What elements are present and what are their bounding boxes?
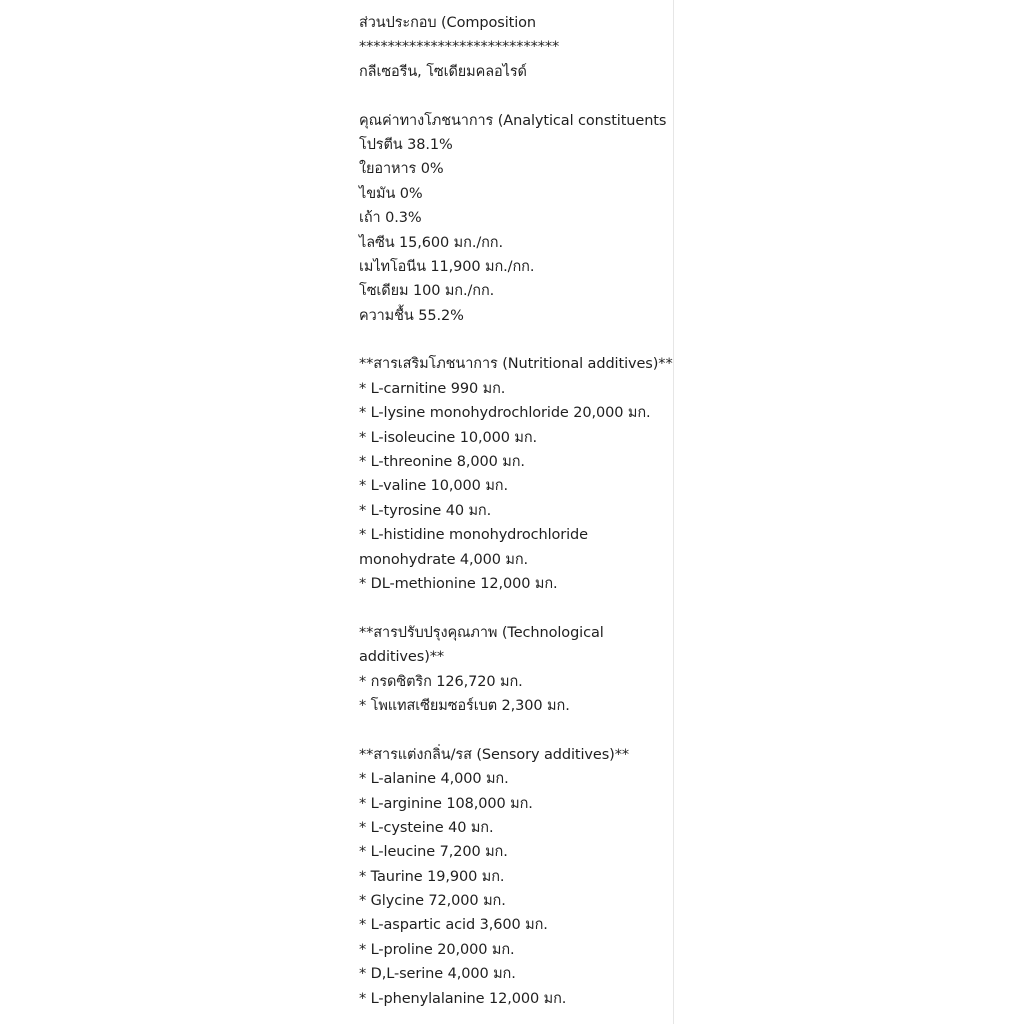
sensory-heading: **สารแต่งกลิ่น/รส (Sensory additives)**	[359, 746, 630, 763]
nutritional-item: * L-valine 10,000 มก.	[359, 478, 508, 495]
technological-heading-cont: additives)**	[359, 649, 445, 666]
nutritional-item: * L-histidine monohydrochloride	[359, 527, 588, 544]
technological-heading: **สารปรับปรุงคุณภาพ (Technological	[359, 624, 604, 641]
analytical-item: เถ้า 0.3%	[359, 210, 422, 227]
blank-line	[359, 596, 671, 620]
analytical-item: ไขมัน 0%	[359, 185, 423, 202]
analytical-heading: คุณค่าทางโภชนาการ (Analytical constituents	[359, 112, 667, 129]
analytical-item: ไลซีน 15,600 มก./กก.	[359, 234, 503, 251]
sensory-item: * L-arginine 108,000 มก.	[359, 795, 533, 812]
nutritional-item: monohydrate 4,000 มก.	[359, 551, 529, 568]
analytical-item: ความชื้น 55.2%	[359, 307, 464, 324]
composition-heading: ส่วนประกอบ (Composition	[359, 15, 536, 31]
sensory-item: * Taurine 19,900 มก.	[359, 868, 505, 885]
blank-line	[359, 718, 671, 742]
nutritional-item: * L-isoleucine 10,000 มก.	[359, 429, 538, 446]
nutritional-item: * L-threonine 8,000 มก.	[359, 454, 525, 471]
sensory-item: * Glycine 72,000 มก.	[359, 893, 506, 910]
blank-line	[359, 328, 671, 352]
nutritional-item: * L-carnitine 990 มก.	[359, 380, 506, 397]
analytical-item: เมไทโอนีน 11,900 มก./กก.	[359, 258, 535, 275]
sensory-item: * L-proline 20,000 มก.	[359, 941, 515, 958]
sensory-item: * D,L-serine 4,000 มก.	[359, 966, 516, 983]
nutritional-item: * L-lysine monohydrochloride 20,000 มก.	[359, 405, 651, 422]
sensory-item: * L-phenylalanine 12,000 มก.	[359, 990, 567, 1007]
sensory-item: * L-alanine 4,000 มก.	[359, 771, 509, 788]
analytical-item: โซเดียม 100 มก./กก.	[359, 283, 495, 300]
composition-ingredients: กลีเซอรีน, โซเดียมคลอไรด์	[359, 63, 527, 80]
nutritional-item: * DL-methionine 12,000 มก.	[359, 575, 558, 592]
sensory-item: * L-aspartic acid 3,600 มก.	[359, 917, 548, 934]
analytical-item: ใยอาหาร 0%	[359, 161, 444, 178]
blank-line	[359, 84, 671, 108]
sensory-item: * L-cysteine 40 มก.	[359, 819, 494, 836]
analytical-item: โปรตีน 38.1%	[359, 136, 453, 153]
nutritional-heading: **สารเสริมโภชนาการ (Nutritional additives)**	[359, 356, 673, 373]
page-divider	[673, 0, 674, 1024]
composition-separator: ****************************	[359, 39, 560, 56]
technological-item: * กรดซิตริก 126,720 มก.	[359, 673, 523, 690]
sensory-item: * L-leucine 7,200 มก.	[359, 844, 508, 861]
technological-item: * โพแทสเซียมซอร์เบต 2,300 มก.	[359, 697, 570, 714]
document-body	[359, 11, 671, 1011]
nutritional-item: * L-tyrosine 40 มก.	[359, 502, 492, 519]
